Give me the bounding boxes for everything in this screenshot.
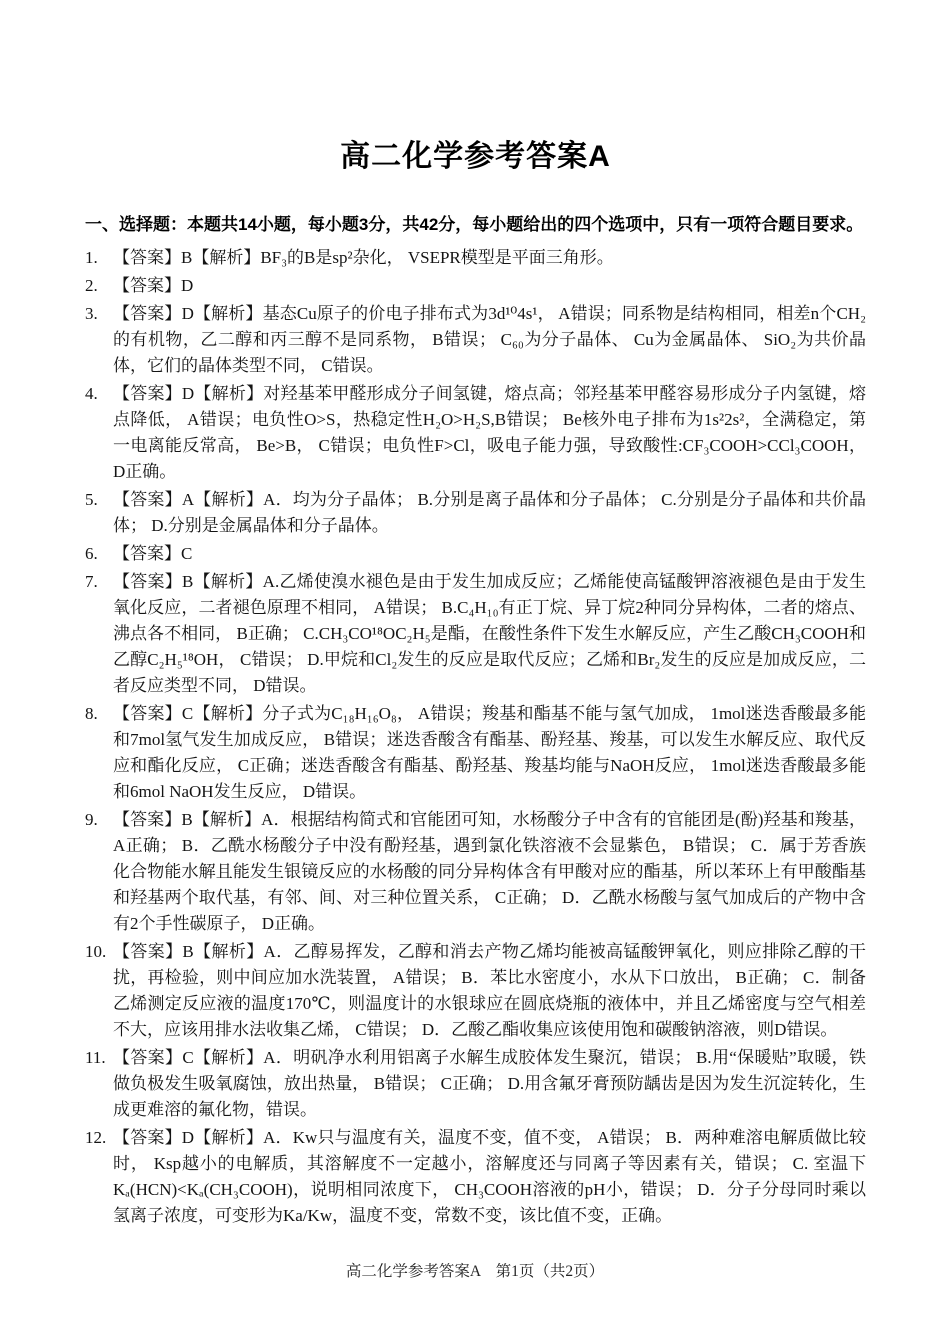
item-number: 10. (85, 942, 107, 961)
answer-item-6 (85, 541, 866, 567)
answer-item-7 (85, 569, 866, 699)
item-number: 6. (85, 544, 98, 563)
answer-item-1 (85, 245, 866, 271)
item-number: 5. (85, 490, 98, 509)
item-number: 4. (85, 384, 98, 403)
item-number: 8. (85, 704, 98, 723)
section-heading: 一、选择题：本题共14小题，每小题3分，共42分，每小题给出的四个选项中，只有一项符合题目要求。 (85, 215, 864, 234)
answer-item-10 (85, 939, 866, 1043)
item-text: 【答案】B【解析】A．乙醇易挥发，乙醇和消去产物乙烯均能被高锰酸钾氧化，则应排除乙醇的干扰，再检验，则中间应加水洗装置， A错误； B．苯比水密度小，水从下口放出， B正确； C．制备乙烯测定反应液的温度170℃，则温度计的水银球应在圆底烧瓶的液体中，并且乙烯密度与空气相差不大，应该用排水法收集乙烯， C错误； D．乙酸乙酯收集应该使用饱和碳酸钠溶液，则D错误。 (113, 942, 866, 1039)
item-number: 3. (85, 304, 98, 323)
item-number: 7. (85, 572, 98, 591)
item-text: 【答案】D【解析】对羟基苯甲醛形成分子间氢键，熔点高；邻羟基苯甲醛容易形成分子内氢键，熔点降低， A错误；电负性O>S，热稳定性H₂O>H₂S,B错误； Be核外电子排布为1s²2s²，全满稳定，第一电离能反常高， Be>B， C错误；电负性F>Cl，吸电子能力强，导致酸性:CF₃COOH>CCl₃COOH， D正确。 (113, 384, 866, 481)
item-text: 【答案】D【解析】A．Kw只与温度有关，温度不变，值不变， A错误； B．两种难溶电解质做比较时， Ksp越小的电解质，其溶解度不一定越小，溶解度还与同离子等因素有关，错误； C. 室温下Kₐ(HCN)<Kₐ(CH₃COOH)，说明相同浓度下， CH₃COOH溶液的pH小，错误； D．分子分母同时乘以氢离子浓度，可变形为Ka/Kw，温度不变，常数不变，该比值不变，正确。 (113, 1128, 866, 1225)
answer-item-8 (85, 701, 866, 805)
item-number: 1. (85, 248, 98, 267)
answer-item-5 (85, 487, 866, 539)
item-number: 11. (85, 1048, 106, 1067)
item-text: 【答案】C (113, 544, 193, 563)
answer-item-9 (85, 807, 866, 937)
item-text: 【答案】B【解析】BF₃的B是sp²杂化， VSEPR模型是平面三角形。 (113, 248, 614, 267)
item-number: 2. (85, 276, 98, 295)
item-text: 【答案】C【解析】A．明矾净水利用铝离子水解生成胶体发生聚沉，错误； B.用“保暖贴”取暖，铁做负极发生吸氧腐蚀，放出热量， B错误； C正确； D.用含氟牙膏预防龋齿是因为发生沉淀转化，生成更难溶的氟化物，错误。 (113, 1048, 866, 1119)
page-content (85, 138, 866, 1231)
answer-list (85, 245, 866, 1229)
page-title: 高二化学参考答案A (340, 140, 611, 173)
item-text: 【答案】D (113, 276, 194, 295)
item-text: 【答案】B【解析】A．根据结构简式和官能团可知，水杨酸分子中含有的官能团是(酚)羟基和羧基， A正确； B．乙酰水杨酸分子中没有酚羟基，遇到氯化铁溶液不会显紫色， B错误； C．属于芳香族化合物能水解且能发生银镜反应的水杨酸的同分异构体含有甲酸对应的酯基，所以苯环上有甲酸酯基和羟基两个取代基，有邻、间、对三种位置关系， C正确； D．乙酰水杨酸与氢气加成后的产物中含有2个手性碳原子， D正确。 (113, 810, 866, 933)
item-text: 【答案】D【解析】基态Cu原子的价电子排布式为3d¹⁰4s¹， A错误；同系物是结构相同，相差n个CH₂的有机物，乙二醇和丙三醇不是同系物， B错误； C₆₀为分子晶体、 Cu为金属晶体、 SiO₂为共价晶体，它们的晶体类型不同， C错误。 (113, 304, 866, 375)
answer-item-12 (85, 1125, 866, 1229)
answer-item-3 (85, 301, 866, 379)
item-text: 【答案】B【解析】A.乙烯使溴水褪色是由于发生加成反应；乙烯能使高锰酸钾溶液褪色是由于发生氧化反应，二者褪色原理不相同， A错误； B.C₄H₁₀有正丁烷、异丁烷2种同分异构体，二者的熔点、沸点各不相同， B正确； C.CH₃CO¹⁸OC₂H₅是酯，在酸性条件下发生水解反应，产生乙酸CH₃COOH和乙醇C₂H₅¹⁸OH， C错误； D.甲烷和Cl₂发生的反应是取代反应；乙烯和Br₂发生的反应是加成反应，二者反应类型不同， D错误。 (113, 572, 866, 695)
answer-item-4 (85, 381, 866, 485)
answer-item-11 (85, 1045, 866, 1123)
answer-item-2 (85, 273, 866, 299)
item-text: 【答案】C【解析】分子式为C₁₈H₁₆O₈， A错误；羧基和酯基不能与氢气加成， 1mol迷迭香酸最多能和7mol氢气发生加成反应， B错误；迷迭香酸含有酯基、酚羟基、羧基，可以发生水解反应、取代反应和酯化反应， C正确；迷迭香酸含有酯基、酚羟基、羧基均能与NaOH反应， 1mol迷迭香酸最多能和6mol NaOH发生反应， D错误。 (113, 704, 866, 801)
item-number: 9. (85, 810, 98, 829)
item-number: 12. (85, 1128, 107, 1147)
page-footer: 高二化学参考答案A 第1页（共2页） (345, 1263, 605, 1280)
item-text: 【答案】A【解析】A．均为分子晶体； B.分别是离子晶体和分子晶体； C.分别是分子晶体和共价晶体； D.分别是金属晶体和分子晶体。 (113, 490, 866, 535)
